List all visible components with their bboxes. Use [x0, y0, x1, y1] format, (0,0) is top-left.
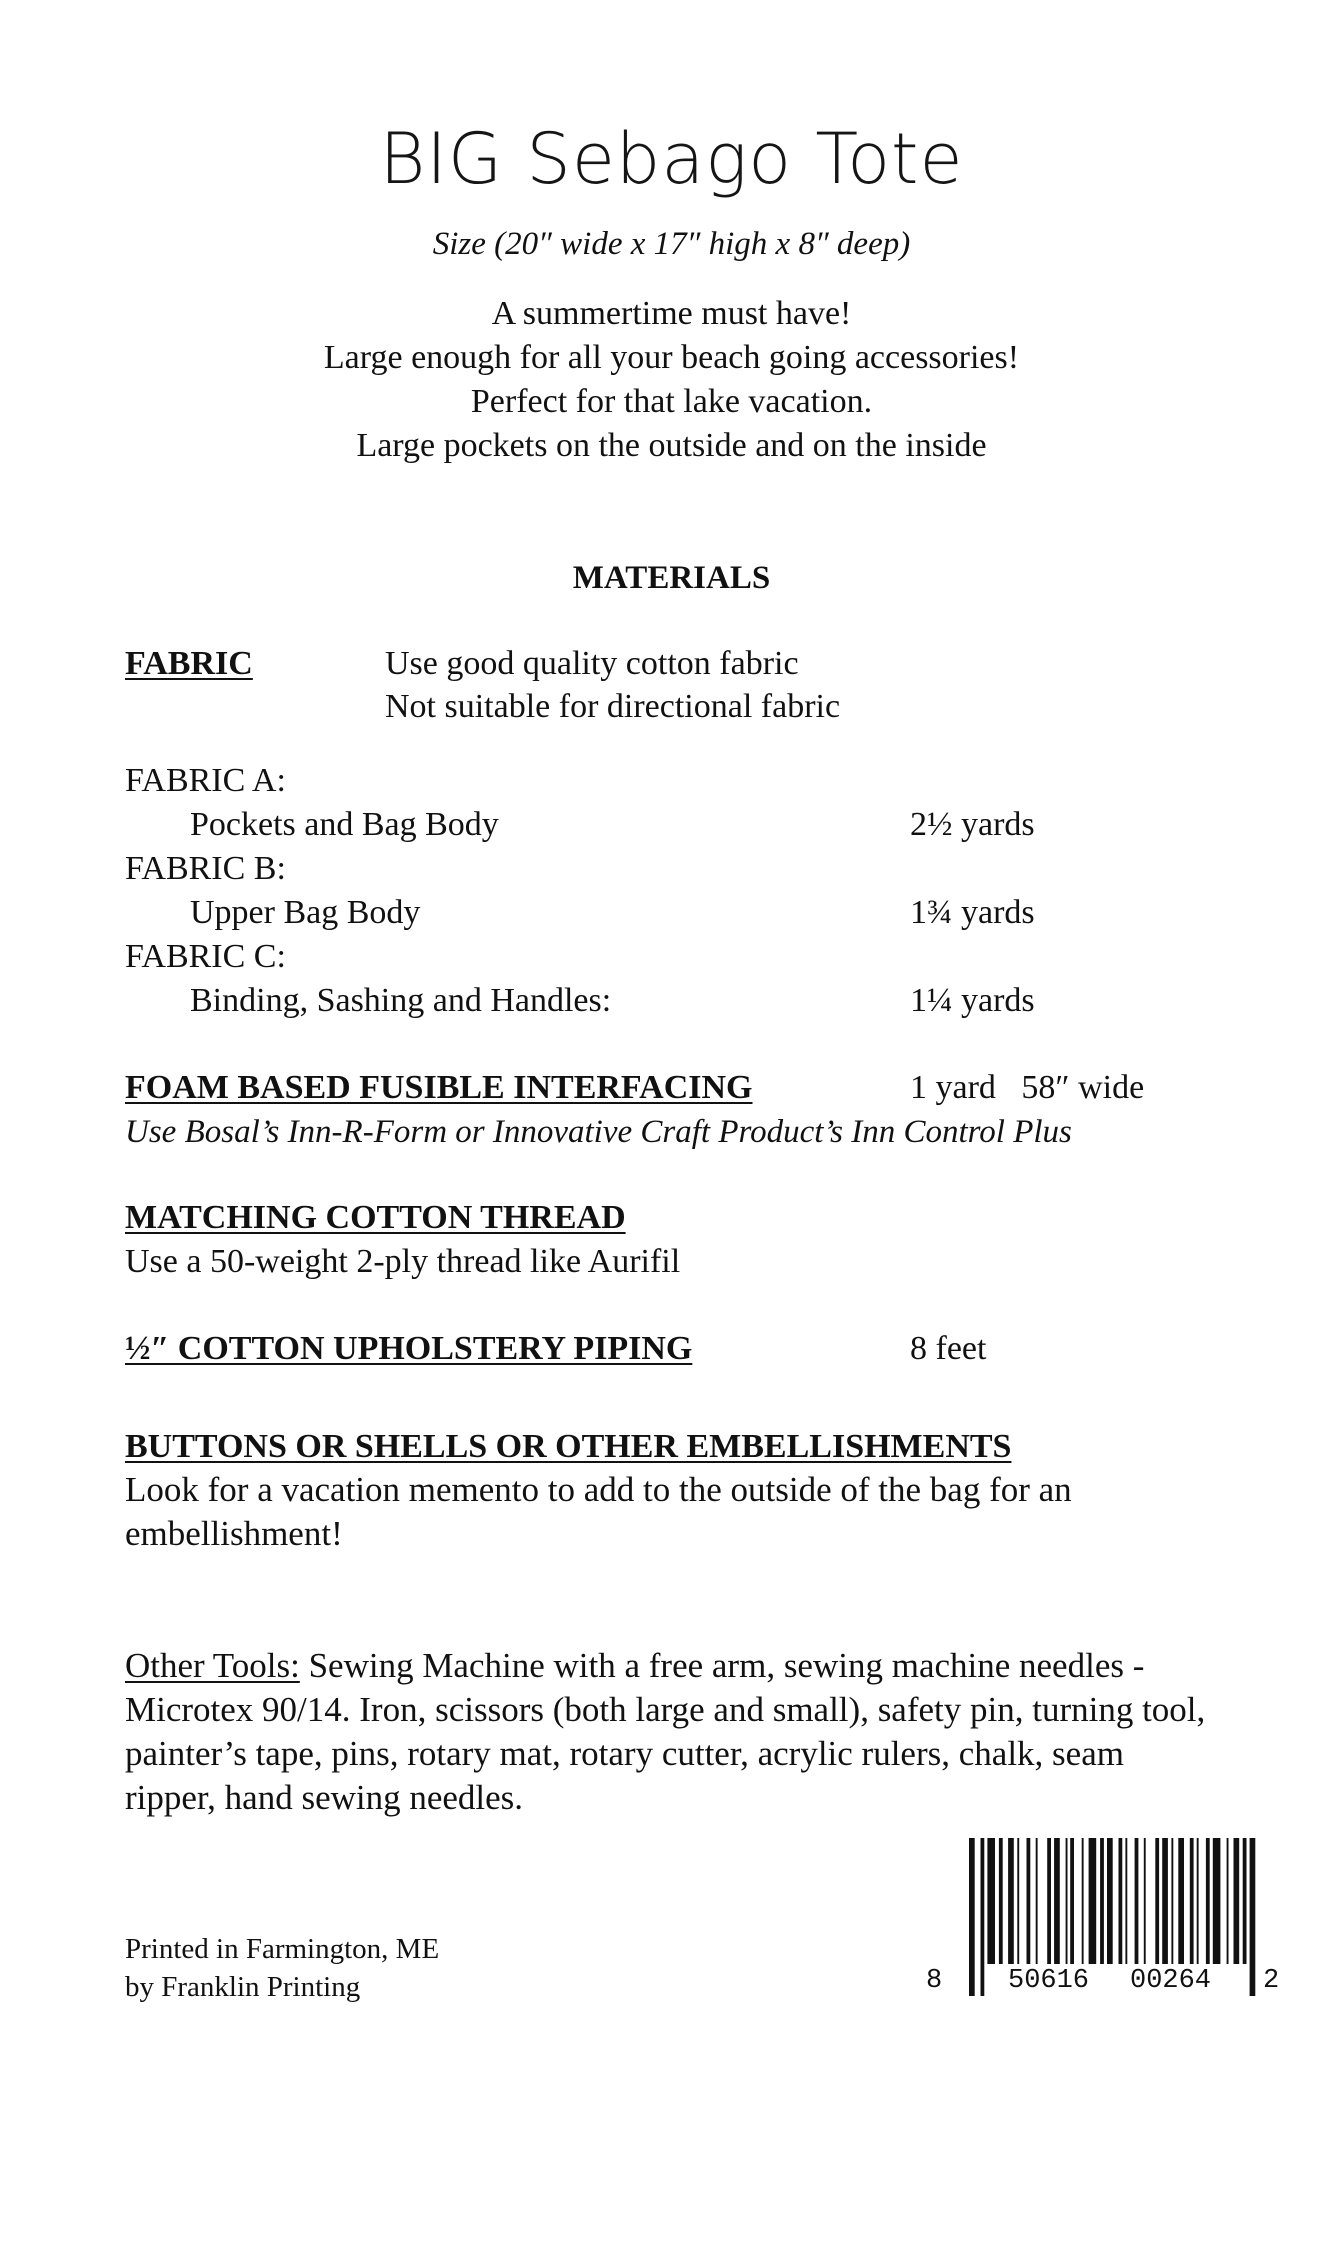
thread-note: Use a 50-weight 2-ply thread like Aurifil	[125, 1243, 681, 1280]
fabric-note: Use good quality cotton fabric	[385, 645, 799, 682]
fabric-a-use: Pockets and Bag Body	[190, 806, 499, 843]
barcode-bar	[1107, 1838, 1113, 1964]
intro-line: Large enough for all your beach going accessories!	[323, 339, 1020, 376]
barcode-bar	[1027, 1838, 1031, 1964]
barcode-bar	[1054, 1838, 1060, 1964]
fabric-c-label: FABRIC C:	[125, 938, 286, 975]
barcode-bar	[1190, 1838, 1194, 1964]
barcode-bar	[1135, 1838, 1139, 1964]
piping-amount: 8 feet	[910, 1330, 987, 1367]
barcode-bar	[1243, 1838, 1247, 1964]
barcode-bar	[1017, 1838, 1019, 1964]
intro-line: A summertime must have!	[491, 295, 852, 332]
fabric-heading: FABRIC	[125, 645, 253, 682]
barcode-bar	[1144, 1838, 1146, 1964]
fabric-b-amount: 1¾ yards	[910, 894, 1035, 931]
foam-note: Use Bosal’s Inn-R-Form or Innovative Craft Product’s Inn Control Plus	[125, 1114, 1072, 1150]
barcode-bar	[1234, 1838, 1240, 1964]
thread-heading: MATCHING COTTON THREAD	[125, 1199, 626, 1236]
materials-heading: MATERIALS	[572, 560, 771, 596]
barcode-bar	[1213, 1838, 1221, 1964]
page-title: BIG Sebago Tote	[379, 118, 964, 200]
barcode-bar	[987, 1838, 995, 1964]
buttons-note: Look for a vacation memento to add to the outside of the bag for an embellishment!	[125, 1470, 1072, 1553]
other-tools-label: Other Tools:	[125, 1646, 300, 1685]
fabric-b-label: FABRIC B:	[125, 850, 286, 887]
barcode-bar	[1036, 1838, 1038, 1964]
fabric-a-label: FABRIC A:	[125, 762, 286, 799]
printer-line: Printed in Farmington, ME	[125, 1933, 440, 1965]
barcode-bar	[1178, 1838, 1184, 1964]
barcode-bar	[1119, 1838, 1123, 1964]
barcode-bar	[1197, 1838, 1199, 1964]
barcode-bar	[969, 1838, 975, 1996]
barcode-bar	[999, 1838, 1003, 1964]
barcode-first-digit: 8	[926, 1966, 943, 1996]
barcode-group2: 00264	[1130, 1966, 1212, 1996]
printer-info	[125, 1930, 439, 2006]
barcode-last-digit: 2	[1263, 1966, 1280, 1996]
barcode-bar	[1125, 1838, 1127, 1964]
size-subtitle: Size (20″ wide x 17″ high x 8″ deep)	[432, 226, 911, 262]
fabric-note: Not suitable for directional fabric	[385, 688, 841, 725]
barcode-bar	[1066, 1838, 1068, 1964]
barcode-bar	[1227, 1838, 1229, 1964]
barcode-group1: 50616	[1008, 1966, 1090, 1996]
piping-heading: ½″ COTTON UPHOLSTERY PIPING	[125, 1330, 693, 1367]
fabric-a-amount: 2½ yards	[910, 806, 1035, 843]
barcode-bar	[1162, 1838, 1168, 1964]
fabric-c-amount: 1¼ yards	[910, 982, 1035, 1019]
intro-text	[0, 292, 1343, 468]
printer-line: by Franklin Printing	[125, 1971, 361, 2003]
barcode-bar	[1155, 1838, 1159, 1964]
barcode-bar	[1089, 1838, 1097, 1964]
buttons-heading: BUTTONS OR SHELLS OR OTHER EMBELLISHMENTS	[125, 1428, 1012, 1465]
barcode-bar	[1206, 1838, 1210, 1964]
other-tools-paragraph	[125, 1644, 1215, 1820]
foam-heading: FOAM BASED FUSIBLE INTERFACING	[125, 1069, 753, 1106]
barcode-bar	[1047, 1838, 1051, 1964]
barcode-bar	[1008, 1838, 1014, 1964]
barcode-bar	[1250, 1838, 1256, 1996]
fabric-c-use: Binding, Sashing and Handles:	[190, 982, 612, 1019]
foam-amount: 1 yard 58″ wide	[910, 1069, 1145, 1106]
intro-line: Large pockets on the outside and on the inside	[356, 427, 987, 464]
barcode-bar	[1171, 1838, 1173, 1964]
fabric-b-use: Upper Bag Body	[190, 894, 421, 931]
barcode-bar	[981, 1838, 985, 1996]
barcode-bar	[1100, 1838, 1104, 1964]
barcode-bar	[1082, 1838, 1084, 1964]
intro-line: Perfect for that lake vacation.	[470, 383, 873, 420]
other-tools-text: Sewing Machine with a free arm, sewing machine needles - Microtex 90/14. Iron, scissors (both large and small), safety pin, turning tool, painter’s tape, pins, rotary mat, rotary cutter, acrylic rulers, chalk, seam ripper, hand sewing needles.	[125, 1646, 1206, 1817]
barcode-bar	[1070, 1838, 1074, 1964]
